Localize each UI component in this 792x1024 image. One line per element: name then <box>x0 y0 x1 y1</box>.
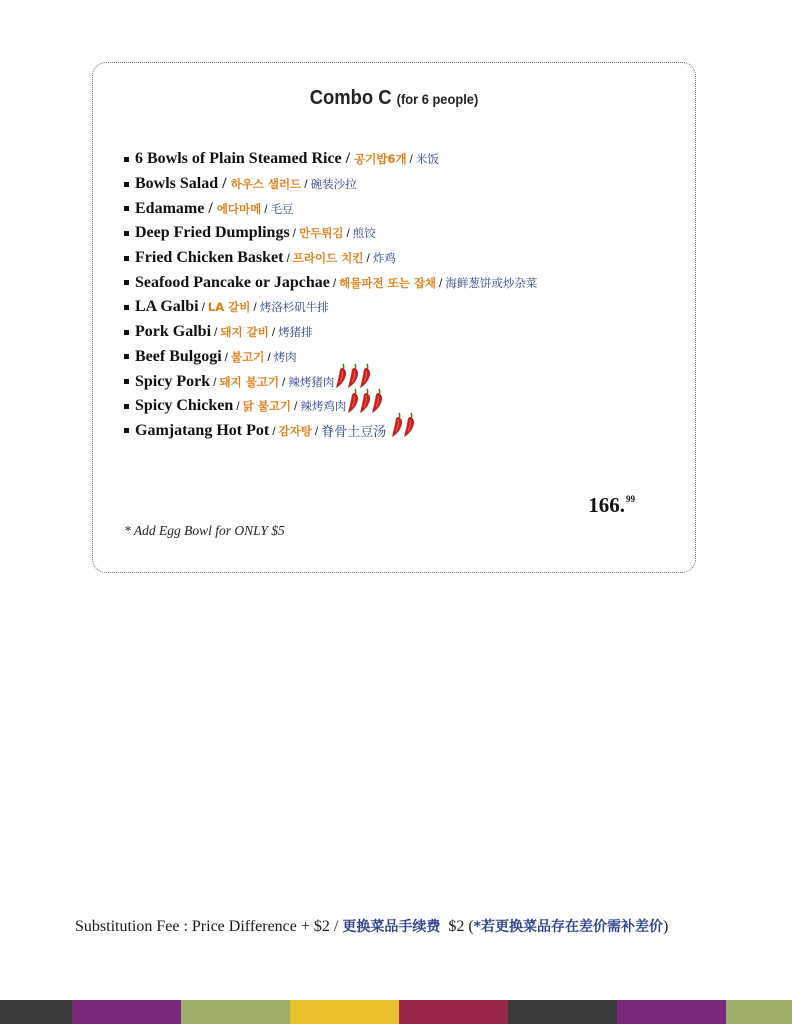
substitution-fee-chinese: 更换菜品手续费 <box>342 919 441 935</box>
menu-item-korean: 에다마메 <box>216 201 262 216</box>
chili-pepper-icon <box>390 412 402 443</box>
separator: / <box>224 349 229 364</box>
menu-item-korean: 공기밥6개 <box>354 152 407 167</box>
separator: / <box>267 349 271 364</box>
menu-item-korean: 하우스 샐러드 <box>230 177 302 192</box>
menu-item-english: 6 Bowls of Plain Steamed Rice <box>135 150 342 168</box>
bullet-icon <box>124 354 129 359</box>
menu-item-korean: 프라이드 치킨 <box>292 251 364 266</box>
menu-item-chinese: 烤猪排 <box>278 325 313 340</box>
chili-pepper-icon <box>358 388 370 419</box>
menu-item-chinese: 海鲜葱饼或炒杂菜 <box>445 275 538 290</box>
add-on-note: * Add Egg Bowl for ONLY $5 <box>124 523 285 538</box>
chili-pepper-icon <box>346 388 358 419</box>
separator: / <box>409 152 413 167</box>
separator: / <box>304 177 308 192</box>
menu-item-chinese: 烤肉 <box>273 349 297 364</box>
stripe-segment <box>72 1000 181 1024</box>
combo-name: Combo C <box>309 87 392 109</box>
menu-item-chinese: 辣烤猪肉 <box>288 374 335 389</box>
menu-item-chinese: 碗装沙拉 <box>310 177 357 192</box>
stripe-segment <box>290 1000 399 1024</box>
separator: / <box>346 226 350 241</box>
menu-item <box>124 320 537 345</box>
separator: / <box>314 423 319 438</box>
menu-item-english: Pork Galbi <box>135 323 212 341</box>
price-dollars: 166. <box>588 493 625 517</box>
price-cents: 99 <box>626 494 635 504</box>
menu-item <box>124 345 537 370</box>
menu-item <box>124 369 537 394</box>
menu-item-korean: 해물파전 또는 잡채 <box>339 275 437 290</box>
separator: / <box>294 399 298 414</box>
separator: / <box>366 251 370 266</box>
stripe-segment <box>617 1000 726 1024</box>
stripe-segment <box>399 1000 508 1024</box>
menu-item <box>124 172 537 197</box>
separator: / <box>222 175 227 193</box>
menu-item-list <box>124 147 537 443</box>
menu-item <box>124 394 537 419</box>
bullet-icon <box>124 330 129 335</box>
menu-item-english: Spicy Pork <box>135 372 211 390</box>
separator: / <box>439 275 443 290</box>
menu-item-english: Bowls Salad <box>135 175 219 193</box>
separator: / <box>345 150 351 168</box>
menu-item <box>124 221 537 246</box>
spicy-level <box>390 412 414 443</box>
separator: / <box>272 423 276 438</box>
separator: / <box>282 374 286 389</box>
menu-item-english: LA Galbi <box>135 298 199 316</box>
combo-title <box>117 87 671 110</box>
separator: / <box>236 399 240 414</box>
menu-item-chinese: 煎饺 <box>352 226 376 241</box>
substitution-amount: $2 ( <box>448 918 474 935</box>
bullet-icon <box>124 256 129 261</box>
menu-item-english: Deep Fried Dumplings <box>135 224 290 242</box>
chili-pepper-icon <box>402 412 414 443</box>
bullet-icon <box>124 157 129 162</box>
separator: / <box>208 199 213 217</box>
substitution-fee-english: Substitution Fee : Price Difference + $2 / <box>75 918 339 935</box>
stripe-segment <box>508 1000 617 1024</box>
menu-item-english: Edamame <box>135 199 205 217</box>
menu-item-english: Beef Bulgogi <box>135 347 222 365</box>
stripe-segment <box>181 1000 290 1024</box>
separator: / <box>214 325 218 340</box>
stripe-segment <box>0 1000 72 1024</box>
spicy-level <box>346 388 382 419</box>
menu-item-english: Gamjatang Hot Pot <box>135 421 270 439</box>
menu-item-korean: 돼지 불고기 <box>219 374 280 389</box>
separator: / <box>292 226 297 241</box>
menu-item-chinese: 脊骨土豆汤 <box>321 425 387 441</box>
menu-item-english: Seafood Pancake or Japchae <box>135 273 330 291</box>
separator: / <box>201 300 205 315</box>
menu-item-english: Spicy Chicken <box>135 397 234 415</box>
combo-serving-size: (for 6 people) <box>396 91 479 107</box>
chili-pepper-icon <box>334 363 346 394</box>
menu-item <box>124 147 537 172</box>
separator: / <box>253 300 257 315</box>
menu-item-chinese: 辣烤鸡肉 <box>300 399 347 414</box>
menu-item-chinese: 毛豆 <box>270 201 294 216</box>
bullet-icon <box>124 428 129 433</box>
menu-item <box>124 419 537 444</box>
menu-item-korean: 불고기 <box>231 349 265 364</box>
separator: / <box>332 275 337 290</box>
stripe-segment <box>726 1000 792 1024</box>
menu-item-chinese: 烤洛杉矶牛排 <box>259 300 329 315</box>
substitution-note-chinese: *若更换菜品存在差价需补差价 <box>473 919 663 935</box>
bullet-icon <box>124 404 129 409</box>
footer-color-stripe <box>0 1000 792 1024</box>
bullet-icon <box>124 206 129 211</box>
menu-item-korean: 닭 불고기 <box>242 399 292 414</box>
substitution-fee-line <box>75 916 668 936</box>
menu-item <box>124 295 537 320</box>
menu-item-korean: 만두튀김 <box>299 226 344 241</box>
menu-item <box>124 270 537 295</box>
bullet-icon <box>124 231 129 236</box>
bullet-icon <box>124 280 129 285</box>
separator: / <box>271 325 276 340</box>
menu-item-english: Fried Chicken Basket <box>135 249 284 267</box>
chili-pepper-icon <box>370 388 382 419</box>
substitution-close-paren: ) <box>663 918 669 935</box>
menu-item <box>124 196 537 221</box>
menu-item-korean: LA 갈비 <box>207 300 251 315</box>
bullet-icon <box>124 182 129 187</box>
separator: / <box>264 201 268 216</box>
menu-item-korean: 돼지 갈비 <box>220 325 269 340</box>
combo-card <box>92 62 696 573</box>
menu-item-chinese: 炸鸡 <box>372 251 396 266</box>
menu-item-korean: 감자탕 <box>278 423 312 438</box>
separator: / <box>286 251 290 266</box>
combo-price <box>588 493 635 518</box>
separator: / <box>213 374 217 389</box>
menu-item <box>124 246 537 271</box>
bullet-icon <box>124 379 129 384</box>
menu-item-chinese: 米饭 <box>415 152 439 167</box>
bullet-icon <box>124 305 129 310</box>
